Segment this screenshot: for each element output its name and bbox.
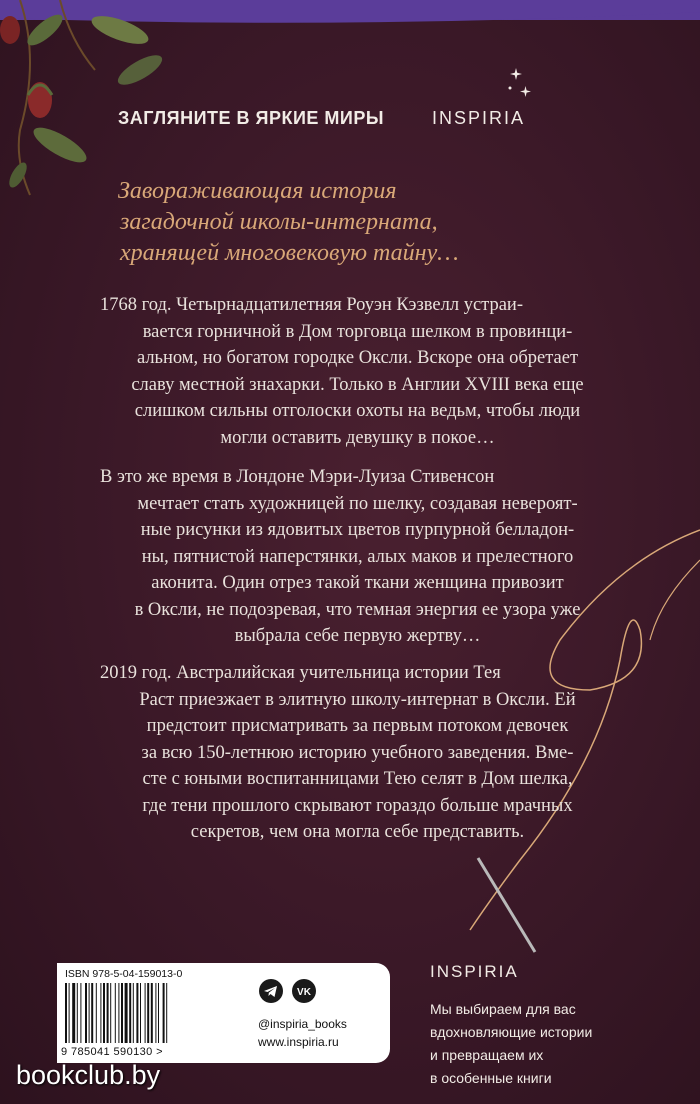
paragraph-line: Раст приезжает в элитную школу-интернат в Оксли. Ей: [139, 689, 576, 710]
paragraph-line: аконита. Один отрез такой ткани женщина привозит: [151, 573, 564, 593]
paragraph-line: слишком сильны отголоски охоты на ведьм, чтобы люди: [134, 401, 581, 421]
paragraph-line: в Оксли, не подозревая, что темная энергия ее узора уже: [134, 599, 581, 620]
vk-icon[interactable]: [292, 979, 316, 1003]
paragraph-line: 2019 год. Австралийская учительница истории Тея: [100, 663, 501, 683]
telegram-icon[interactable]: [259, 979, 283, 1003]
watermark: bookclub.by: [16, 1060, 161, 1090]
paragraph-line: ные рисунки из ядовитых цветов пурпурной белладон-: [140, 520, 575, 540]
paragraph-line: где тени прошлого скрывают гораздо больше мрачных: [142, 795, 573, 816]
tagline-brand: INSPIRIA: [432, 108, 526, 128]
synopsis-paragraph: [60, 292, 655, 451]
paragraph-line: 1768 год. Четырнадцатилетняя Роуэн Кэзвелл устраи-: [100, 295, 523, 315]
paragraph-line: секретов, чем она могла себе представить.: [190, 822, 525, 842]
barcode-digits: 9 785041 590130 >: [61, 1046, 163, 1058]
website-link[interactable]: www.inspiria.ru: [258, 1035, 339, 1049]
barcode-panel: [57, 963, 226, 1063]
isbn-text: ISBN 978-5-04-159013-0: [65, 968, 183, 980]
synopsis-paragraph: [60, 660, 655, 846]
publisher-slogan-line: вдохновляющие истории: [430, 1024, 593, 1040]
sparkle-icon: [506, 66, 536, 106]
hook-line: загадочной школы-интерната,: [120, 209, 438, 235]
publisher-slogan-line: в особенные книги: [430, 1070, 552, 1086]
publisher-slogan-line: Мы выбираем для вас: [430, 1001, 576, 1017]
barcode-image: [63, 983, 219, 1045]
paragraph-line: вается горничной в Дом торговца шелком в провинци-: [142, 321, 573, 342]
tagline: ЗАГЛЯНИТЕ В ЯРКИЕ МИРЫ: [118, 108, 384, 128]
synopsis-paragraph: [60, 464, 655, 650]
paragraph-line: мечтает стать художницей по шелку, создавая невероят-: [137, 493, 578, 514]
paragraph-line: В это же время в Лондоне Мэри-Луиза Стивенсон: [100, 467, 495, 487]
publisher-name: INSPIRIA: [430, 962, 519, 981]
contact-panel: [226, 963, 390, 1063]
paragraph-line: славу местной знахарки. Только в Англии XVIII века еще: [131, 374, 584, 395]
hook-line: хранящей многовековую тайну…: [120, 240, 459, 266]
paragraph-line: выбрала себе первую жертву…: [234, 626, 481, 646]
paragraph-line: за всю 150-летнюю историю учебного заведения. Вме-: [141, 742, 574, 763]
paragraph-line: могли оставить девушку в покое…: [220, 427, 495, 448]
publisher-slogan-line: и превращаем их: [430, 1047, 544, 1063]
hook-line: Завораживающая история: [118, 178, 397, 204]
paragraph-line: ны, пятнистой наперстянки, алых маков и прелестного: [141, 546, 574, 567]
paragraph-line: альном, но богатом городке Оксли. Вскоре она обретает: [136, 348, 579, 368]
paragraph-line: сте с юными воспитанницами Тею селят в Дом шелка,: [142, 769, 573, 789]
svg-text:VK: VK: [297, 987, 311, 998]
social-handle[interactable]: @inspiria_books: [258, 1017, 347, 1031]
paragraph-line: предстоит присматривать за первым потоком девочек: [146, 716, 569, 736]
